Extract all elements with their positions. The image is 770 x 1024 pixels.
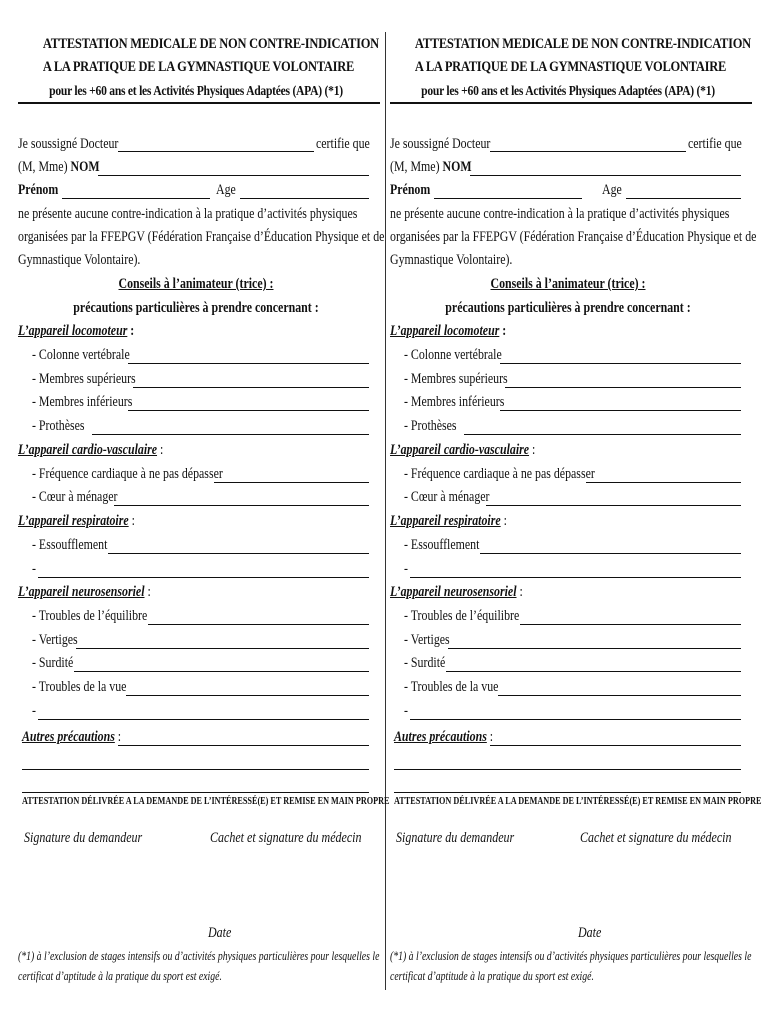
respiratoire-heading: L’appareil respiratoire : — [18, 513, 135, 529]
cardio-heading: L’appareil cardio-vasculaire : — [390, 442, 536, 458]
doctor-label: Je soussigné Docteur — [18, 136, 119, 152]
colonne-label: - Colonne vertébrale — [404, 347, 502, 363]
doctor-field[interactable] — [490, 151, 686, 152]
signature-demandeur: Signature du demandeur — [396, 830, 515, 846]
membres-sup-label: - Membres supérieurs — [404, 371, 508, 387]
colonne-label: - Colonne vertébrale — [32, 347, 130, 363]
vertiges-label: - Vertiges — [404, 632, 450, 648]
surdite-field[interactable] — [74, 671, 369, 672]
colonne-field[interactable] — [128, 363, 369, 364]
age-label: Age — [602, 182, 622, 198]
title-rule — [18, 102, 380, 104]
neuro-extra-field[interactable] — [38, 719, 369, 720]
coeur-label: - Cœur à ménager — [404, 489, 490, 505]
civility-label: (M, Mme) NOM — [18, 159, 100, 175]
protheses-field[interactable] — [92, 434, 369, 435]
title-line-3: pour les +60 ans et les Activités Physiques Adaptées (APA) (*1) — [49, 83, 343, 98]
autres-field-3[interactable] — [22, 792, 369, 793]
attestation-delivree: ATTESTATION DÉLIVRÉE A LA DEMANDE DE L’INTÉRESSÉ(E) ET REMISE EN MAIN PROPRE — [394, 796, 762, 807]
prenom-field[interactable] — [62, 198, 210, 199]
coeur-field[interactable] — [114, 505, 369, 506]
respiratoire-extra-field[interactable] — [38, 577, 369, 578]
form-right — [390, 0, 762, 1024]
essoufflement-label: - Essoufflement — [32, 537, 108, 553]
respiratoire-extra-dash: - — [404, 561, 408, 577]
surdite-field[interactable] — [446, 671, 741, 672]
title-line-2: A LA PRATIQUE DE LA GYMNASTIQUE VOLONTAIRE — [414, 59, 727, 75]
doctor-label: Je soussigné Docteur — [390, 136, 491, 152]
essoufflement-label: - Essoufflement — [404, 537, 480, 553]
autres-heading: Autres précautions : — [394, 729, 494, 745]
neuro-extra-field[interactable] — [410, 719, 741, 720]
troubles-eq-label: - Troubles de l’équilibre — [32, 608, 148, 624]
autres-heading: Autres précautions : — [22, 729, 122, 745]
troubles-eq-field[interactable] — [148, 624, 369, 625]
prenom-label: Prénom — [390, 182, 431, 198]
body-line-3: Gymnastique Volontaire). — [18, 252, 141, 268]
essoufflement-field[interactable] — [480, 553, 741, 554]
respiratoire-heading: L’appareil respiratoire : — [390, 513, 507, 529]
membres-inf-label: - Membres inférieurs — [32, 394, 133, 410]
autres-field[interactable] — [490, 745, 741, 746]
frequence-label: - Fréquence cardiaque à ne pas dépasser — [32, 466, 223, 482]
membres-sup-field[interactable] — [505, 387, 741, 388]
conseils-heading: Conseils à l’animateur (trice) : — [118, 276, 274, 292]
neuro-extra-dash: - — [404, 703, 408, 719]
surdite-label: - Surdité — [404, 655, 446, 671]
protheses-label: - Prothèses — [404, 418, 457, 434]
cardio-heading: L’appareil cardio-vasculaire : — [18, 442, 164, 458]
vertiges-field[interactable] — [76, 648, 369, 649]
form-left — [18, 0, 390, 1024]
prenom-label: Prénom — [18, 182, 59, 198]
nom-field[interactable] — [470, 175, 741, 176]
cachet-medecin: Cachet et signature du médecin — [580, 830, 732, 846]
title-line-1: ATTESTATION MEDICALE DE NON CONTRE-INDICATION — [414, 36, 751, 52]
body-line-2: organisées par la FFEPGV (Fédération Française d’Éducation Physique et de — [18, 229, 385, 245]
coeur-label: - Cœur à ménager — [32, 489, 118, 505]
certifie-label: certifie que — [688, 136, 742, 152]
troubles-vue-field[interactable] — [126, 695, 369, 696]
respiratoire-extra-dash: - — [32, 561, 36, 577]
frequence-label: - Fréquence cardiaque à ne pas dépasser — [404, 466, 595, 482]
frequence-field[interactable] — [214, 482, 369, 483]
age-field[interactable] — [626, 198, 741, 199]
attestation-delivree: ATTESTATION DÉLIVRÉE A LA DEMANDE DE L’INTÉRESSÉ(E) ET REMISE EN MAIN PROPRE — [22, 796, 390, 807]
membres-inf-field[interactable] — [128, 410, 369, 411]
autres-field-2[interactable] — [22, 769, 369, 770]
troubles-eq-field[interactable] — [520, 624, 741, 625]
autres-field[interactable] — [118, 745, 369, 746]
vertiges-field[interactable] — [448, 648, 741, 649]
locomoteur-heading: L’appareil locomoteur : — [18, 323, 135, 339]
age-field[interactable] — [240, 198, 369, 199]
troubles-vue-label: - Troubles de la vue — [404, 679, 499, 695]
membres-inf-label: - Membres inférieurs — [404, 394, 505, 410]
title-line-1: ATTESTATION MEDICALE DE NON CONTRE-INDICATION — [42, 36, 379, 52]
certifie-label: certifie que — [316, 136, 370, 152]
membres-sup-field[interactable] — [133, 387, 369, 388]
title-line-3: pour les +60 ans et les Activités Physiques Adaptées (APA) (*1) — [421, 83, 715, 98]
precautions-heading: précautions particulières à prendre concernant : — [73, 300, 319, 316]
locomoteur-heading: L’appareil locomoteur : — [390, 323, 507, 339]
protheses-field[interactable] — [464, 434, 741, 435]
prenom-field[interactable] — [434, 198, 582, 199]
respiratoire-extra-field[interactable] — [410, 577, 741, 578]
autres-field-3[interactable] — [394, 792, 741, 793]
civility-label: (M, Mme) NOM — [390, 159, 472, 175]
title-line-2: A LA PRATIQUE DE LA GYMNASTIQUE VOLONTAIRE — [42, 59, 355, 75]
body-line-2: organisées par la FFEPGV (Fédération Française d’Éducation Physique et de — [390, 229, 757, 245]
footnote-line-2: certificat d’aptitude à la pratique du sport est exigé. — [18, 969, 222, 983]
body-line-1: ne présente aucune contre-indication à la pratique d’activités physiques — [18, 206, 358, 222]
column-divider — [385, 32, 386, 990]
signature-demandeur: Signature du demandeur — [24, 830, 143, 846]
body-line-3: Gymnastique Volontaire). — [390, 252, 513, 268]
footnote-line-2: certificat d’aptitude à la pratique du sport est exigé. — [390, 969, 594, 983]
frequence-field[interactable] — [586, 482, 741, 483]
precautions-heading: précautions particulières à prendre concernant : — [445, 300, 691, 316]
protheses-label: - Prothèses — [32, 418, 85, 434]
footnote-line-1: (*1) à l’exclusion de stages intensifs ou d’activités physiques particulières pour lesquelles le — [18, 949, 380, 963]
vertiges-label: - Vertiges — [32, 632, 78, 648]
surdite-label: - Surdité — [32, 655, 74, 671]
troubles-vue-label: - Troubles de la vue — [32, 679, 127, 695]
title-rule — [390, 102, 752, 104]
troubles-eq-label: - Troubles de l’équilibre — [404, 608, 520, 624]
colonne-field[interactable] — [500, 363, 741, 364]
conseils-heading: Conseils à l’animateur (trice) : — [490, 276, 646, 292]
footnote-line-1: (*1) à l’exclusion de stages intensifs ou d’activités physiques particulières pour lesquelles le — [390, 949, 752, 963]
date-label: Date — [578, 925, 602, 941]
autres-field-2[interactable] — [394, 769, 741, 770]
date-label: Date — [208, 925, 232, 941]
troubles-vue-field[interactable] — [498, 695, 741, 696]
doctor-field[interactable] — [118, 151, 314, 152]
age-label: Age — [216, 182, 236, 198]
nom-field[interactable] — [98, 175, 369, 176]
membres-inf-field[interactable] — [500, 410, 741, 411]
neuro-heading: L’appareil neurosensoriel : — [390, 584, 523, 600]
body-line-1: ne présente aucune contre-indication à la pratique d’activités physiques — [390, 206, 730, 222]
essoufflement-field[interactable] — [108, 553, 369, 554]
coeur-field[interactable] — [486, 505, 741, 506]
membres-sup-label: - Membres supérieurs — [32, 371, 136, 387]
neuro-extra-dash: - — [32, 703, 36, 719]
cachet-medecin: Cachet et signature du médecin — [210, 830, 362, 846]
neuro-heading: L’appareil neurosensoriel : — [18, 584, 151, 600]
